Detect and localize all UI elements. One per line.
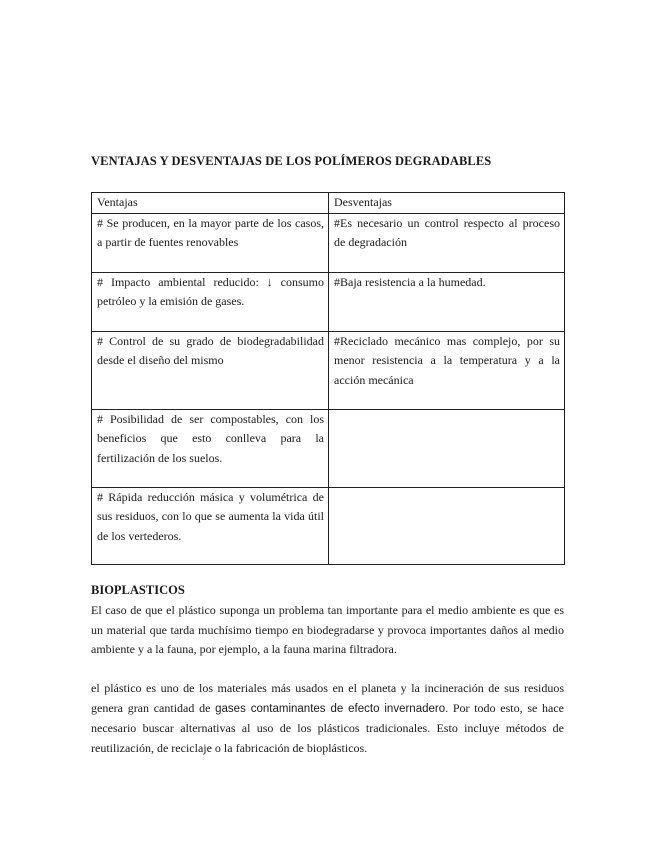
ventaja-cell: # Control de su grado de biodegradabilidad desde el diseño del mismo [92, 331, 329, 409]
section-title: VENTAJAS Y DESVENTAJAS DE LOS POLÍMEROS DEGRADABLES [91, 154, 492, 168]
bioplasticos-heading: BIOPLASTICOS [91, 583, 185, 597]
ventaja-cell: # Rápida reducción másica y volumétrica de sus residuos, con lo que se aumenta la vida útil de los vertederos. [92, 487, 329, 564]
header-desventajas: Desventajas [329, 193, 565, 214]
table-row [92, 487, 565, 564]
ventaja-cell: # Se producen, en la mayor parte de los casos, a partir de fuentes renovables [92, 213, 329, 272]
header-ventajas: Ventajas [92, 193, 329, 214]
desventaja-cell: #Reciclado mecánico mas complejo, por su menor resistencia a la temperatura y a la acción mecánica [329, 331, 565, 409]
ventaja-cell: # Posibilidad de ser compostables, con los beneficios que esto conlleva para la fertilización de los suelos. [92, 409, 329, 487]
desventaja-cell [329, 409, 565, 487]
table-row [92, 272, 565, 331]
table-row [92, 409, 565, 487]
table-header-row [92, 193, 565, 214]
paragraph-2-part1: el plástico es uno de los materiales más usados en el planeta y la incineración de sus residuos genera gran cantidad de [91, 681, 564, 715]
paragraph-2 [91, 679, 564, 758]
advantages-disadvantages-table [91, 192, 565, 565]
desventaja-cell: #Baja resistencia a la humedad. [329, 272, 565, 331]
ventaja-cell: # Impacto ambiental reducido: ↓ consumo petróleo y la emisión de gases. [92, 272, 329, 331]
desventaja-cell: #Es necesario un control respecto al proceso de degradación [329, 213, 565, 272]
paragraph-2-part2: . Por todo esto, se hace necesario buscar alternativas al uso de los plásticos tradicionales. Esto incluye métodos de reutilización, de reciclaje o la fabricación de bioplásticos. [91, 700, 565, 755]
highlight-phrase: gases contaminantes de efecto invernadero [215, 702, 446, 715]
paragraph-1: El caso de que el plástico suponga un problema tan importante para el medio ambiente es que es un material que tarda muchísimo tiempo en biodegradarse y provoca importantes daños al medio ambiente y a la fauna, por ejemplo, a la fauna marina filtradora. [91, 603, 564, 656]
table-row [92, 331, 565, 409]
desventaja-cell [329, 487, 565, 564]
table-row [92, 213, 565, 272]
